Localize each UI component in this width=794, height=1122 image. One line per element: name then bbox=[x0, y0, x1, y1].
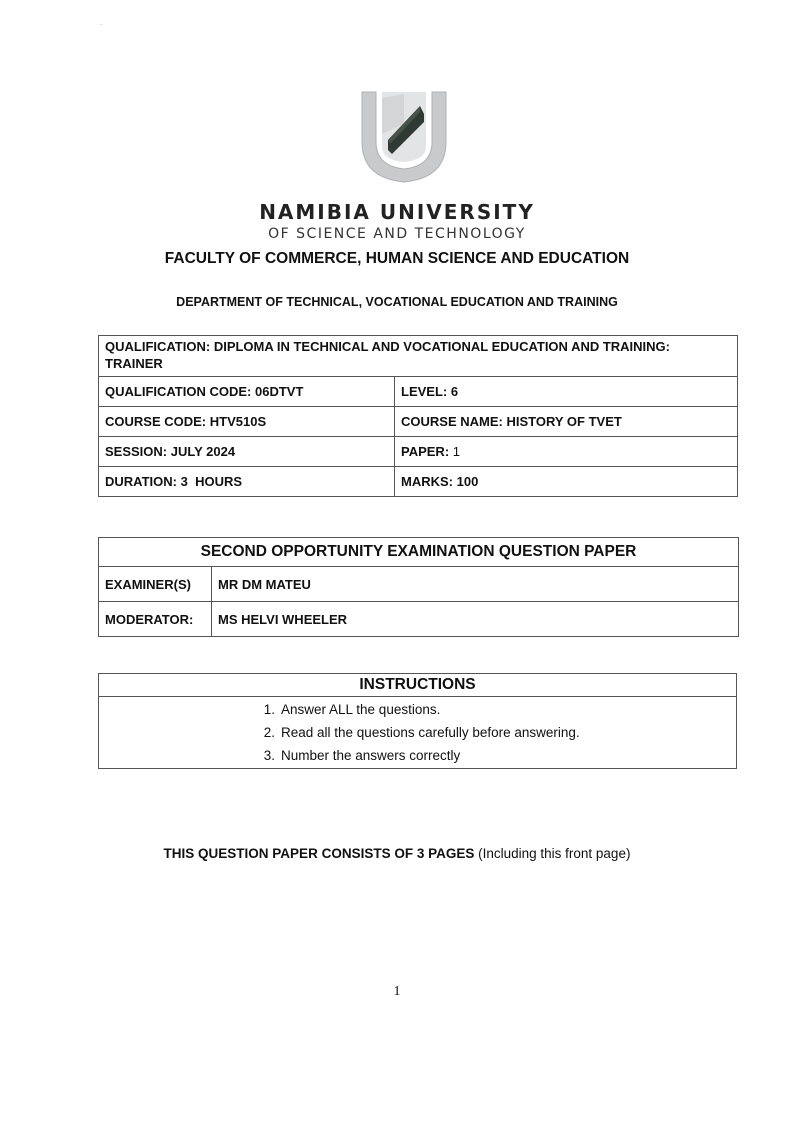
duration-cell bbox=[99, 467, 395, 497]
marks-cell bbox=[395, 467, 738, 497]
session-cell bbox=[99, 437, 395, 467]
session-label: SESSION: bbox=[105, 444, 168, 459]
faculty-title: FACULTY OF COMMERCE, HUMAN SCIENCE AND EDUCATION bbox=[164, 250, 630, 267]
instruction-text: Read all the questions carefully before answering. bbox=[281, 725, 580, 740]
instructions-table bbox=[98, 673, 737, 769]
page-count-note-bold: THIS QUESTION PAPER CONSISTS OF 3 PAGES bbox=[163, 846, 475, 861]
qualification-code-cell bbox=[99, 377, 395, 407]
marks-value: 100 bbox=[456, 474, 479, 489]
examiner-value: MR DM MATEU bbox=[212, 567, 739, 602]
course-code-label: COURSE CODE: bbox=[105, 414, 207, 429]
course-code-cell bbox=[99, 407, 395, 437]
nust-shield-logo-icon bbox=[358, 84, 450, 184]
exam-title-row bbox=[99, 538, 739, 567]
university-name: NAMIBIA UNIVERSITY bbox=[259, 200, 535, 224]
page-count-note-normal: (Including this front page) bbox=[478, 846, 631, 861]
level-cell bbox=[395, 377, 738, 407]
qualification-value: DIPLOMA IN TECHNICAL AND VOCATIONAL EDUCATION AND TRAINING: TRAINER bbox=[105, 339, 670, 371]
university-logo bbox=[358, 84, 450, 184]
paper-label: PAPER: bbox=[401, 444, 450, 459]
instructions-body bbox=[99, 697, 737, 769]
session-value: JULY 2024 bbox=[170, 444, 236, 459]
instructions-body-row bbox=[99, 697, 737, 769]
qualification-row bbox=[99, 336, 738, 377]
marks-label: MARKS: bbox=[401, 474, 453, 489]
level-value: 6 bbox=[450, 384, 459, 399]
duration-value: 3 HOURS bbox=[180, 474, 243, 489]
page-number: 1 bbox=[393, 984, 401, 999]
qualification-code-value: 06DTVT bbox=[254, 384, 304, 399]
qualification-label: QUALIFICATION: bbox=[105, 339, 211, 354]
instruction-text: Number the answers correctly bbox=[281, 748, 461, 763]
instructions-title-row bbox=[99, 674, 737, 697]
examiner-row bbox=[99, 567, 739, 602]
instructions-title: INSTRUCTIONS bbox=[99, 674, 737, 697]
scan-mark: . bbox=[100, 18, 103, 27]
instruction-item bbox=[247, 699, 736, 722]
qualification-cell bbox=[99, 336, 738, 377]
instruction-text: Answer ALL the questions. bbox=[281, 702, 441, 717]
exam-title: SECOND OPPORTUNITY EXAMINATION QUESTION PAPER bbox=[99, 538, 739, 567]
paper-cell bbox=[395, 437, 738, 467]
course-name-cell bbox=[395, 407, 738, 437]
course-code-value: HTV510S bbox=[209, 414, 267, 429]
instruction-item bbox=[247, 745, 736, 768]
examiner-label: EXAMINER(S) bbox=[99, 567, 212, 602]
page-count-note bbox=[0, 846, 794, 861]
instruction-number: 1. bbox=[263, 702, 275, 717]
qualification-code-row bbox=[99, 377, 738, 407]
qualification-table bbox=[98, 335, 738, 497]
instruction-number: 2. bbox=[263, 725, 275, 740]
instruction-item bbox=[247, 722, 736, 745]
course-name-label: COURSE NAME: bbox=[401, 414, 503, 429]
duration-row bbox=[99, 467, 738, 497]
moderator-row bbox=[99, 602, 739, 637]
qualification-code-label: QUALIFICATION CODE: bbox=[105, 384, 252, 399]
course-row bbox=[99, 407, 738, 437]
university-subtitle: OF SCIENCE AND TECHNOLOGY bbox=[268, 226, 526, 242]
examination-table bbox=[98, 537, 739, 637]
course-name-value: HISTORY OF TVET bbox=[506, 414, 622, 429]
session-row bbox=[99, 437, 738, 467]
instruction-number: 3. bbox=[263, 748, 275, 763]
paper-value: 1 bbox=[452, 444, 461, 459]
moderator-value: MS HELVI WHEELER bbox=[212, 602, 739, 637]
moderator-label: MODERATOR: bbox=[99, 602, 212, 637]
duration-label: DURATION: bbox=[105, 474, 177, 489]
instructions-list bbox=[99, 699, 736, 768]
level-label: LEVEL: bbox=[401, 384, 448, 399]
department-title: DEPARTMENT OF TECHNICAL, VOCATIONAL EDUCATION AND TRAINING bbox=[176, 295, 618, 309]
